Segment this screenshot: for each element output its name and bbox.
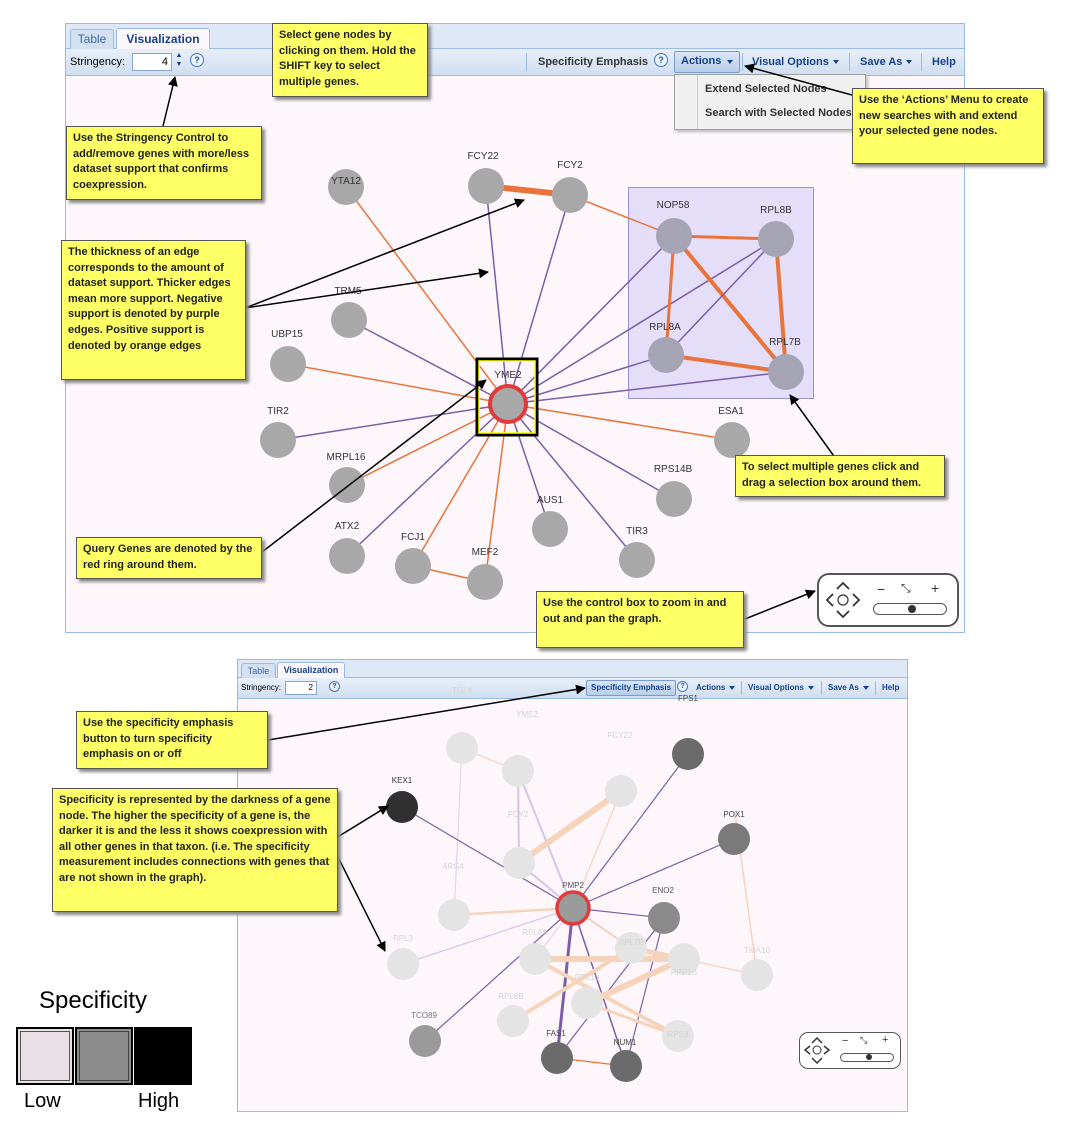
chevron-down-icon	[727, 60, 733, 64]
node-fcy22[interactable]	[605, 775, 637, 807]
node-label: RPP1B	[670, 968, 698, 977]
node-fcj1[interactable]	[395, 548, 431, 584]
edge	[508, 239, 776, 404]
zoom-pan-control[interactable]	[799, 1032, 901, 1069]
node-tma10[interactable]	[741, 959, 773, 991]
zoom-out-icon[interactable]: −	[842, 1035, 849, 1047]
node-label: ATX2	[334, 521, 360, 532]
stringency-label: Stringency:	[70, 56, 126, 68]
tab-visualization[interactable]: Visualization	[116, 28, 210, 49]
edge	[776, 239, 786, 372]
visual-options-button[interactable]	[752, 56, 839, 68]
edge	[349, 320, 508, 404]
node-label: ENO2	[652, 886, 674, 895]
node-label: RPS3	[667, 1030, 689, 1039]
stringency-label: Stringency:	[241, 683, 282, 692]
node-label: FCJ1	[401, 532, 425, 543]
node-label: RPL3	[392, 934, 414, 943]
save-as-label: Save As	[860, 56, 903, 68]
edge	[674, 236, 786, 372]
node-tgl4[interactable]	[446, 732, 478, 764]
graph-nodes	[260, 168, 804, 600]
node-rpl7b[interactable]	[768, 354, 804, 390]
node-fps1[interactable]	[672, 738, 704, 770]
node-label: RPL8A	[522, 928, 548, 937]
chevron-down-icon	[906, 60, 912, 64]
legend-title: Specificity	[39, 987, 148, 1014]
edge	[508, 404, 732, 440]
stringency-input[interactable]: 4	[132, 53, 172, 71]
actions-label: Actions	[696, 683, 726, 692]
node-ubp15[interactable]	[270, 346, 306, 382]
legend-high-label: High	[138, 1090, 180, 1112]
tab-table[interactable]: Table	[70, 29, 114, 49]
specificity-emphasis-button[interactable]	[586, 680, 676, 696]
node-trm5[interactable]	[331, 302, 367, 338]
callout-query-genes: Query Genes are denoted by the red ring around them.	[76, 537, 262, 579]
node-rpl7b[interactable]	[615, 932, 647, 964]
menu-item-search-with-selected-nodes[interactable]: Search with Selected Nodes	[705, 107, 852, 119]
node-label: TMA10	[744, 946, 770, 955]
node-label: RPL8B	[498, 992, 524, 1001]
actions-button[interactable]	[674, 51, 740, 73]
callout-stringency: Use the Stringency Control to add/remove genes with more/less dataset support that confirms coexpression.	[66, 126, 262, 200]
node-pmp2[interactable]	[557, 892, 589, 924]
stringency-input[interactable]: 2	[285, 681, 317, 695]
save-as-label: Save As	[828, 683, 859, 692]
node-fas1[interactable]	[541, 1042, 573, 1074]
tab-strip	[66, 24, 964, 49]
node-label: RPL13	[574, 973, 600, 982]
node-label: RPL8B	[760, 205, 792, 216]
callout-specificity-description: Specificity is represented by the darkness of a gene node. The higher the specificity of a gene is, the darker it is and the less it shows coexpression with all other genes in that taxon. (i.e. The specificity measurement includes connections with genes that are not shown in the graph).	[52, 788, 338, 912]
stringency-up-icon[interactable]: ▲	[175, 52, 183, 59]
node-fcy2[interactable]	[552, 177, 588, 213]
tab-table[interactable]: Table	[241, 663, 276, 678]
node-yta12[interactable]	[328, 169, 364, 205]
node-label: YTA12	[331, 176, 361, 187]
node-rpl8a[interactable]	[519, 943, 551, 975]
legend-swatch-mid	[75, 1027, 133, 1085]
callout-specificity-button: Use the specificity emphasis button to turn specificity emphasis on or off	[76, 711, 268, 769]
chevron-down-icon	[808, 686, 814, 690]
node-label: MRPL16	[326, 452, 366, 463]
node-rpl8b[interactable]	[497, 1005, 529, 1037]
help-button[interactable]: Help	[932, 56, 956, 68]
visual-options-button[interactable]	[748, 683, 814, 692]
edge	[454, 748, 462, 915]
node-label: UBP15	[271, 329, 303, 340]
node-rps14b[interactable]	[656, 481, 692, 517]
menu-item-extend-selected-nodes[interactable]: Extend Selected Nodes	[705, 83, 827, 95]
node-yme2[interactable]	[502, 755, 534, 787]
node-aus1[interactable]	[532, 511, 568, 547]
node-label: TIR2	[267, 406, 289, 417]
legend-swatch-low	[16, 1027, 74, 1085]
node-label: NUM1	[613, 1038, 637, 1047]
edge	[288, 364, 508, 404]
node-pox1[interactable]	[718, 823, 750, 855]
node-label: RPL7B	[618, 938, 644, 947]
edge	[508, 404, 674, 499]
edge	[346, 187, 508, 404]
node-tir2[interactable]	[260, 422, 296, 458]
node-label: TIR3	[626, 526, 648, 537]
callout-select-nodes: Select gene nodes by clicking on them. Hold the SHIFT key to select multiple genes.	[272, 23, 428, 97]
chevron-down-icon	[863, 686, 869, 690]
node-label: NOP58	[656, 200, 690, 211]
node-rpl13[interactable]	[571, 987, 603, 1019]
node-label: RPS14B	[653, 464, 693, 475]
node-label: FCY22	[467, 151, 499, 162]
node-label: AUS1	[536, 495, 564, 506]
node-tir3[interactable]	[619, 542, 655, 578]
edge	[557, 918, 664, 1058]
specificity-help-icon[interactable]: ?	[677, 681, 688, 692]
pan-icon[interactable]	[823, 577, 863, 623]
callout-control-box: Use the control box to zoom in and out and pan the graph.	[536, 591, 744, 648]
edge	[402, 807, 573, 908]
edge	[508, 404, 637, 560]
save-as-button[interactable]	[860, 56, 912, 68]
fit-icon[interactable]: ⤡	[901, 581, 911, 595]
node-esa1[interactable]	[714, 422, 750, 458]
actions-label: Actions	[681, 55, 722, 67]
zoom-pan-control[interactable]	[817, 573, 959, 627]
pan-icon[interactable]	[802, 1034, 832, 1067]
node-rpl8a[interactable]	[648, 337, 684, 373]
node-label: MEF2	[471, 547, 499, 558]
node-arg4[interactable]	[438, 899, 470, 931]
node-fcy22[interactable]	[468, 168, 504, 204]
edge	[347, 404, 508, 556]
actions-menu	[674, 74, 866, 130]
tab-visualization[interactable]: Visualization	[277, 662, 345, 678]
callout-actions-menu: Use the ‘Actions’ Menu to create new searches with and extend your selected gene nodes.	[852, 88, 1044, 164]
edge	[508, 372, 786, 404]
node-label: YME2	[494, 370, 522, 381]
node-label: FCY22	[607, 731, 633, 740]
specificity-emphasis-label: Specificity Emphasis	[591, 683, 672, 692]
stringency-help-icon[interactable]: ?	[329, 681, 340, 692]
legend-swatch-high	[134, 1027, 192, 1085]
node-label: FCY2	[557, 160, 583, 171]
legend-low-label: Low	[24, 1090, 61, 1112]
node-eno2[interactable]	[648, 902, 680, 934]
toolbar	[66, 49, 964, 76]
node-nop58[interactable]	[656, 218, 692, 254]
tab-strip	[238, 660, 907, 678]
node-label: PMP2	[562, 881, 584, 890]
node-label: RPL8A	[649, 322, 681, 333]
node-kex1[interactable]	[386, 791, 418, 823]
zoom-in-icon[interactable]: +	[882, 1034, 889, 1046]
node-label: RPL7B	[769, 337, 801, 348]
zoom-out-icon[interactable]: −	[877, 581, 886, 597]
node-std3[interactable]	[387, 948, 419, 980]
zoom-slider-thumb[interactable]	[866, 1054, 872, 1060]
node-label: TRM5	[334, 286, 362, 297]
stringency-help-icon[interactable]: ?	[190, 53, 204, 67]
stringency-down-icon[interactable]: ▼	[175, 61, 183, 68]
specificity-emphasis-button[interactable]: Specificity Emphasis	[538, 56, 649, 68]
node-label: POX1	[723, 810, 745, 819]
node-yme2[interactable]	[490, 386, 526, 422]
node-rpl8b[interactable]	[758, 221, 794, 257]
node-label: FCY2	[507, 810, 529, 819]
edge	[666, 355, 786, 372]
zoom-slider-thumb[interactable]	[908, 605, 916, 613]
fit-icon[interactable]: ⤡	[860, 1035, 868, 1045]
callout-edge-thickness: The thickness of an edge corresponds to the amount of dataset support. Thicker edges mean more support. Negative support is denoted by purple edges. Positive support is denoted by orange edges	[61, 240, 246, 380]
actions-button[interactable]	[696, 683, 735, 692]
node-atx2[interactable]	[329, 538, 365, 574]
node-num1[interactable]	[610, 1050, 642, 1082]
node-label: KEX1	[391, 776, 413, 785]
node-fcy2[interactable]	[503, 847, 535, 879]
callout-selection-box: To select multiple genes click and drag a selection box around them.	[735, 455, 945, 497]
node-label: YME2	[516, 710, 538, 719]
save-as-button[interactable]	[828, 683, 869, 692]
node-label: FPS1	[677, 694, 699, 703]
help-button[interactable]: Help	[882, 683, 900, 692]
node-label: ESA1	[718, 406, 744, 417]
node-mrpl16[interactable]	[329, 467, 365, 503]
node-label: TCO89	[411, 1011, 437, 1020]
chevron-down-icon	[729, 686, 735, 690]
node-mef2[interactable]	[467, 564, 503, 600]
specificity-help-icon[interactable]: ?	[654, 53, 668, 67]
node-label: FAS1	[546, 1029, 566, 1038]
visual-options-label: Visual Options	[752, 56, 829, 68]
edge	[573, 754, 688, 908]
node-label: TGL4	[451, 686, 473, 695]
chevron-down-icon	[833, 60, 839, 64]
zoom-in-icon[interactable]: +	[931, 580, 940, 596]
node-label: ARG4	[442, 862, 464, 871]
node-tco89[interactable]	[409, 1025, 441, 1057]
toolbar	[238, 678, 907, 699]
visual-options-label: Visual Options	[748, 683, 804, 692]
